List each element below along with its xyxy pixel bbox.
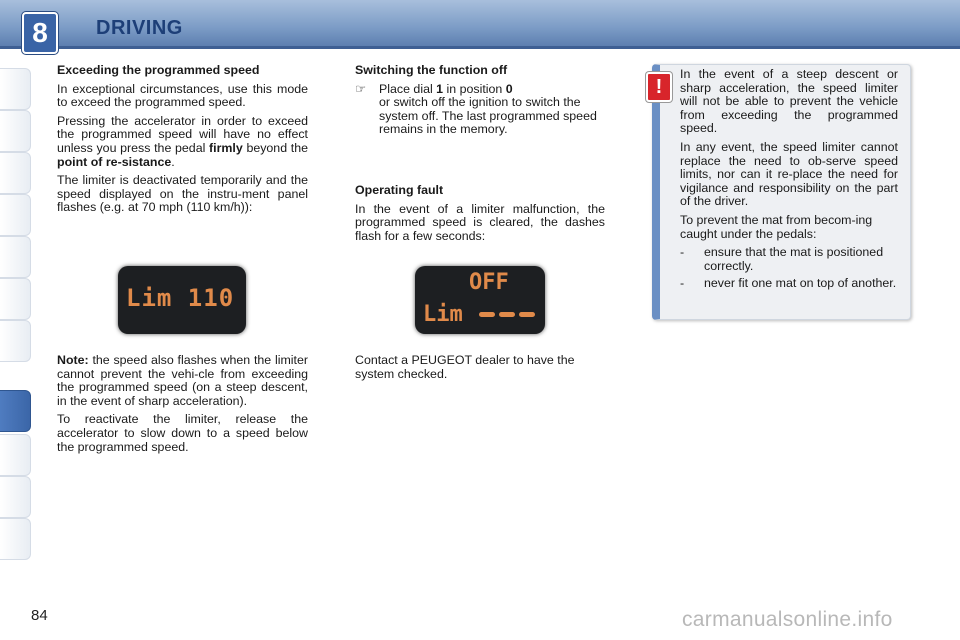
chapter-tab[interactable] bbox=[0, 236, 31, 278]
chapter-tab[interactable] bbox=[0, 278, 31, 320]
note-label: Note: bbox=[57, 353, 89, 367]
chapter-tab[interactable] bbox=[0, 434, 31, 476]
instruction-item bbox=[355, 83, 605, 137]
dash-marker: - bbox=[680, 245, 685, 260]
list-item-text: never fit one mat on top of another. bbox=[704, 276, 897, 291]
paragraph bbox=[57, 115, 308, 169]
emphasis: point of re-sistance bbox=[57, 154, 172, 169]
section-heading: Switching the function off bbox=[355, 63, 508, 77]
left-column-notes bbox=[57, 354, 308, 459]
fault-section bbox=[355, 184, 605, 248]
text: Pressing the accelerator in order to exceed the programmed speed will have no effect unless you press the pedal bbox=[57, 113, 308, 155]
chapter-tab[interactable] bbox=[0, 476, 31, 518]
chapter-tabs bbox=[0, 60, 32, 580]
display-dash bbox=[479, 312, 495, 317]
exclamation-warning-icon: ! bbox=[646, 72, 672, 102]
left-column bbox=[57, 64, 308, 220]
section-heading: Exceeding the programmed speed bbox=[57, 63, 260, 77]
warning-content bbox=[680, 68, 898, 291]
paragraph: In the event of a steep descent or sharp acceleration, the speed limiter will not be able to prevent the vehicle from exceeding the programmed speed. bbox=[680, 67, 898, 136]
emphasis: firmly bbox=[209, 140, 243, 155]
display-dash bbox=[519, 312, 535, 317]
list-item-text: ensure that the mat is positioned correctly. bbox=[704, 245, 884, 273]
display-off-text: OFF bbox=[469, 270, 509, 295]
paragraph: In the event of a limiter malfunction, the programmed speed is cleared, the dashes flash for a few seconds: bbox=[355, 201, 605, 243]
hand-pointer-icon: ☞ bbox=[355, 81, 367, 96]
note-paragraph bbox=[57, 354, 308, 408]
text: in position bbox=[443, 81, 506, 96]
chapter-tab[interactable] bbox=[0, 194, 31, 236]
paragraph: To prevent the mat from becom-ing caught under the pedals: bbox=[680, 212, 873, 241]
page-number: 84 bbox=[31, 607, 48, 624]
emphasis: 1 bbox=[436, 81, 444, 96]
chapter-tab[interactable] bbox=[0, 68, 31, 110]
contact-section bbox=[355, 354, 605, 386]
chapter-tab-active[interactable] bbox=[0, 390, 31, 432]
speed-display-image bbox=[118, 266, 246, 334]
text: beyond the bbox=[242, 140, 308, 155]
chapter-tab[interactable] bbox=[0, 320, 31, 362]
middle-column bbox=[355, 64, 605, 137]
paragraph: The limiter is deactivated temporarily and the speed displayed on the instru-ment panel flashes (e.g. at 70 mph (110 km/h)): bbox=[57, 173, 308, 215]
paragraph: In exceptional circumstances, use this mode to exceed the programmed speed. bbox=[57, 81, 308, 110]
paragraph: To reactivate the limiter, release the accelerator to slow down to a speed below the programmed speed. bbox=[57, 412, 308, 454]
list-item bbox=[680, 246, 898, 273]
display-dash bbox=[499, 312, 515, 317]
display-lim-text: Lim bbox=[423, 302, 463, 327]
chapter-badge: 8 bbox=[22, 12, 58, 54]
text: the speed also flashes when the limiter cannot prevent the vehi-cle from exceeding the programmed speed (on a steep descent, in the event of sharp acceleration). bbox=[57, 353, 308, 408]
header-divider bbox=[0, 46, 960, 49]
chapter-tab[interactable] bbox=[0, 110, 31, 152]
text: Place dial bbox=[379, 81, 437, 96]
text: . bbox=[171, 154, 175, 169]
dash-marker: - bbox=[680, 276, 685, 291]
chapter-tab[interactable] bbox=[0, 518, 31, 560]
display-readout: Lim 110 bbox=[126, 284, 235, 312]
instruction-text bbox=[379, 83, 605, 137]
fault-display-image bbox=[415, 266, 545, 334]
chapter-tab[interactable] bbox=[0, 152, 31, 194]
emphasis: 0 bbox=[505, 81, 513, 96]
text: or switch off the ignition to switch the system off. The last programmed speed remains in the memory. bbox=[379, 95, 597, 137]
section-heading: Operating fault bbox=[355, 183, 444, 197]
page-title: DRIVING bbox=[96, 17, 183, 39]
paragraph: Contact a PEUGEOT dealer to have the system checked. bbox=[355, 353, 575, 381]
paragraph: In any event, the speed limiter cannot replace the need to ob-serve speed limits, nor can it re-place the need for vigilance and responsibility on the part of the driver. bbox=[680, 139, 898, 209]
watermark: carmanualsonline.info bbox=[682, 608, 893, 631]
list-item bbox=[680, 277, 898, 291]
